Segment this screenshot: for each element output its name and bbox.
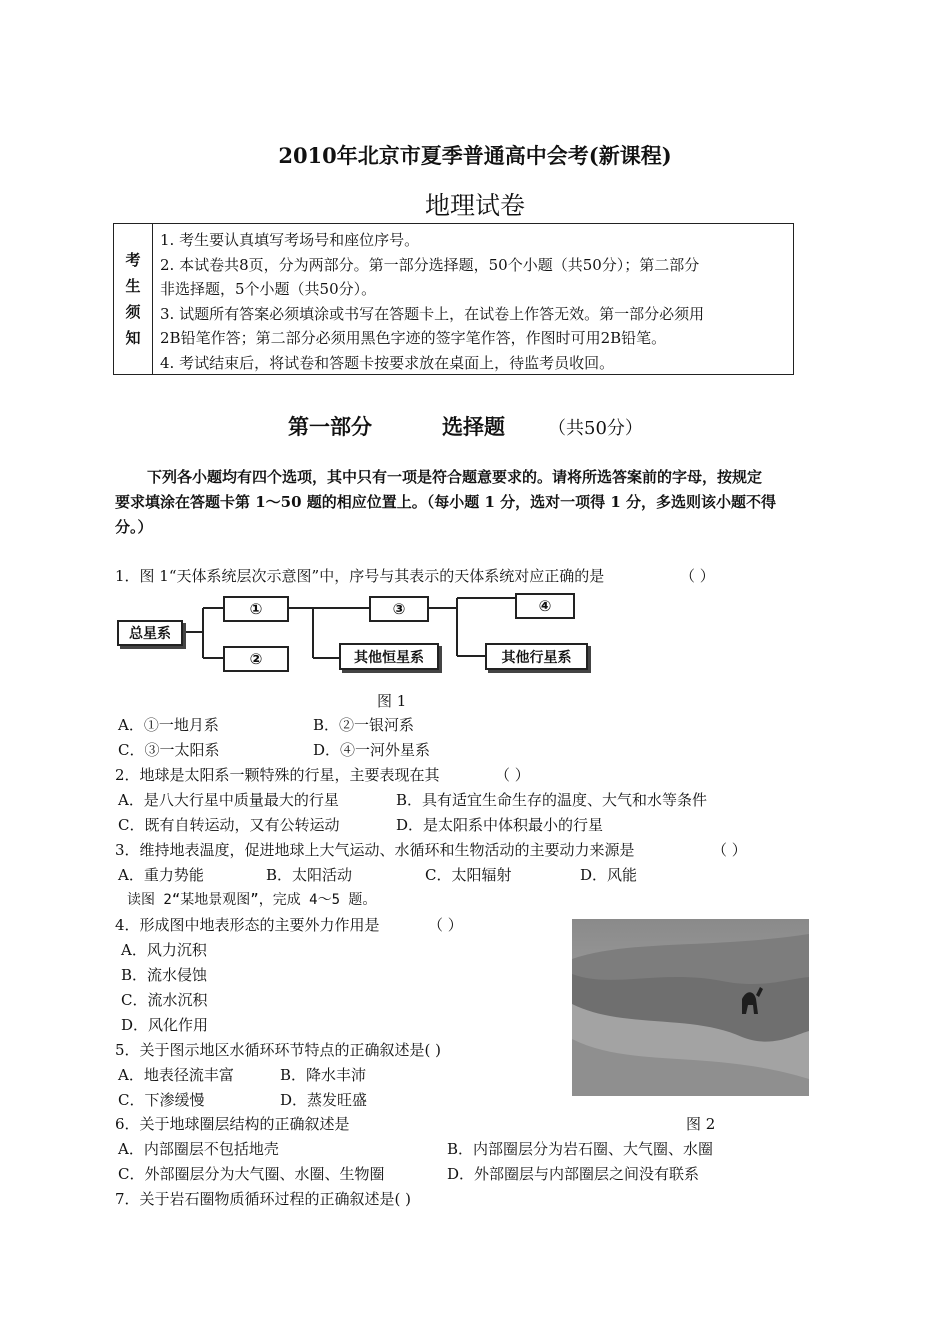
candidate-notice-box: [113, 223, 794, 375]
desert-dunes-image: [572, 919, 809, 1096]
diagram-node-2: ②: [223, 646, 289, 672]
option: A．是八大行星中质量最大的行星: [118, 791, 339, 809]
option: A．地表径流丰富: [118, 1066, 234, 1084]
answer-blank: （ ）: [712, 841, 747, 859]
option: C．太阳辐射: [425, 866, 512, 884]
exam-subtitle: 地理试卷: [424, 191, 525, 220]
instructions-line: 下列各小题均有四个选项，其中只有一项是符合题意要求的。请将所选答案前的字母，按规定: [147, 468, 763, 486]
question-2-stem: 2．地球是太阳系一颗特殊的行星，主要表现在其: [115, 766, 440, 784]
option: C．下渗缓慢: [118, 1091, 205, 1109]
notice-side-char: 须: [125, 303, 141, 321]
option: A．①一地月系: [118, 716, 219, 734]
notice-line: 3. 试题所有答案必须填涂或书写在答题卡上，在试卷上作答无效。第一部分必须用: [160, 305, 705, 323]
instructions-line: 要求填涂在答题卡第 1～50 题的相应位置上。（每小题 1 分，选对一项得 1 分，多选则该小题不得: [115, 493, 777, 511]
instructions-line: 分。）: [115, 518, 153, 536]
option: D．④一河外星系: [313, 741, 431, 759]
diagram-root-box: 总星系: [117, 620, 183, 646]
question-7-stem: 7．关于岩石圈物质循环过程的正确叙述是( ): [115, 1190, 412, 1208]
option: C．外部圈层分为大气圈、水圈、生物圈: [118, 1165, 385, 1183]
notice-line: 2. 本试卷共8页，分为两部分。第一部分选择题，50个小题（共50分）；第二部分: [160, 256, 700, 274]
diagram-node-4: ④: [515, 593, 575, 619]
option: D．是太阳系中体积最小的行星: [396, 816, 604, 834]
notice-side-char: 知: [125, 329, 141, 347]
option: B．②一银河系: [313, 716, 415, 734]
notice-line: 非选择题，5个小题（共50分）。: [160, 280, 377, 298]
option: B．太阳活动: [266, 866, 353, 884]
reading-hint: 读图 2“某地景观图”，完成 4～5 题。: [127, 892, 377, 908]
question-1-stem: 1．图 1“天体系统层次示意图”中，序号与其表示的天体系统对应正确的是: [115, 567, 605, 585]
notice-side-label: [114, 224, 153, 374]
answer-blank: （ ）: [680, 567, 715, 585]
option: D．蒸发旺盛: [280, 1091, 368, 1109]
question-6-stem: 6．关于地球圈层结构的正确叙述是: [115, 1115, 350, 1133]
diagram-other-planets-box: 其他行星系: [485, 643, 588, 670]
option: B．内部圈层分为岩石圈、大气圈、水圈: [447, 1140, 714, 1158]
option: C．流水沉积: [121, 991, 208, 1009]
option: D．风化作用: [121, 1016, 209, 1034]
section-name: 选择题: [442, 414, 505, 439]
diagram-node-1: ①: [223, 596, 289, 622]
option: B．流水侵蚀: [121, 966, 208, 984]
option: C．③一太阳系: [118, 741, 220, 759]
section-part: 第一部分: [288, 414, 372, 439]
notice-line: 2B铅笔作答；第二部分必须用黑色字迹的签字笔作答，作图时可用2B铅笔。: [160, 329, 667, 347]
option: B．具有适宜生命生存的温度、大气和水等条件: [396, 791, 708, 809]
exam-title: 2010年北京市夏季普通高中会考(新课程): [278, 143, 672, 168]
question-3-stem: 3．维持地表温度，促进地球上大气运动、水循环和生物活动的主要动力来源是: [115, 841, 635, 859]
option: C．既有自转运动，又有公转运动: [118, 816, 340, 834]
diagram-node-3: ③: [369, 596, 429, 622]
diagram-other-stars-box: 其他恒星系: [339, 643, 439, 670]
notice-side-char: 考: [125, 251, 141, 269]
notice-line: 1. 考生要认真填写考场号和座位序号。: [160, 231, 420, 249]
figure-2-caption: 图 2: [686, 1115, 716, 1133]
option: A．内部圈层不包括地壳: [118, 1140, 279, 1158]
answer-blank: （ ）: [495, 766, 530, 784]
figure-1-caption: 图 1: [377, 692, 407, 710]
option: D．外部圈层与内部圈层之间没有联系: [447, 1165, 700, 1183]
option: D．风能: [580, 866, 638, 884]
option: A．风力沉积: [121, 941, 207, 959]
notice-side-char: 生: [125, 277, 141, 295]
section-score: （共50分）: [548, 418, 643, 439]
notice-line: 4. 考试结束后，将试卷和答题卡按要求放在桌面上，待监考员收回。: [160, 354, 615, 372]
question-5-stem: 5．关于图示地区水循环环节特点的正确叙述是( ): [115, 1041, 442, 1059]
answer-blank: （ ）: [428, 916, 463, 934]
desert-landscape-photo: [572, 919, 809, 1096]
option: B．降水丰沛: [280, 1066, 367, 1084]
question-4-stem: 4．形成图中地表形态的主要外力作用是: [115, 916, 380, 934]
option: A．重力势能: [118, 866, 204, 884]
